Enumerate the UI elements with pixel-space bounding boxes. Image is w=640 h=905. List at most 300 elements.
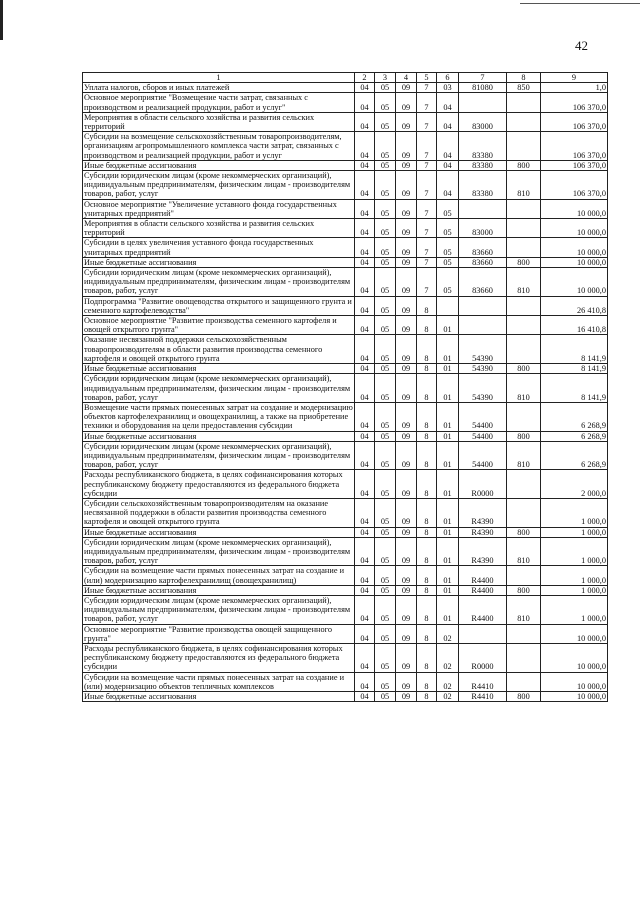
row-code-c7: R4390 [459, 498, 507, 527]
row-code-c5: 8 [417, 296, 437, 315]
row-code-c5: 7 [417, 238, 437, 257]
row-code-c5: 7 [417, 257, 437, 267]
row-code-c5: 7 [417, 93, 437, 112]
row-name: Возмещение части прямых понесенных затрат на создание и модернизацию объектов картофелехранилищ и овощехранилищ, а также на приобретение техники и оборудования на цели предоставления субсидии [84, 402, 353, 431]
row-sum: 10 000,0 [541, 672, 608, 691]
row-code-c4: 09 [396, 402, 417, 431]
row-sum: 8 141,9 [541, 335, 608, 364]
row-code-c4: 09 [396, 585, 417, 595]
row-name: Субсидии юридическим лицам (кроме некоммерческих организаций), индивидуальным предпринимателям, физическим лицам - производителям товаров, работ, услуг [83, 374, 355, 403]
row-code-c7: R4400 [459, 595, 507, 624]
row-code-c3: 05 [375, 83, 396, 93]
row-code-c8: 810 [507, 441, 541, 470]
row-code-c8 [507, 316, 541, 335]
row-code-c4: 09 [396, 219, 417, 238]
row-name: Основное мероприятие "Развитие производства семенного картофеля и овощей открытого грунта" [83, 316, 355, 335]
row-code-c2: 04 [355, 402, 375, 431]
table-row [83, 374, 608, 403]
row-code-c3: 05 [375, 199, 396, 218]
row-sum: 6 268,9 [541, 402, 608, 431]
row-code-c6: 04 [437, 93, 459, 112]
row-code-c3: 05 [375, 470, 396, 499]
table-row [83, 93, 608, 112]
column-header-1: 1 [83, 73, 355, 83]
row-code-c7: R0000 [459, 643, 507, 672]
table-row [83, 257, 608, 267]
row-code-c4: 09 [396, 441, 417, 470]
row-code-c8 [507, 93, 541, 112]
row-code-c2: 04 [355, 566, 375, 585]
row-name: Субсидии на возмещение части прямых понесенных затрат на создание и (или) модернизацию объектов тепличных комплексов [83, 672, 355, 691]
row-code-c2: 04 [355, 595, 375, 624]
row-code-c7: 83000 [459, 112, 507, 131]
row-code-c5: 8 [417, 470, 437, 499]
row-sum: 1 000,0 [541, 566, 608, 585]
row-code-c4: 09 [396, 470, 417, 499]
row-code-c4: 09 [396, 160, 417, 170]
row-code-c7: 81080 [459, 83, 507, 93]
row-sum: 1 000,0 [541, 585, 608, 595]
row-code-c2: 04 [355, 441, 375, 470]
scan-top-line [520, 3, 640, 4]
row-code-c5: 8 [417, 585, 437, 595]
row-name: Основное мероприятие "Возмещение части затрат, связанных с производством и реализацией продукции, работ и услуг" [83, 93, 355, 112]
row-code-c4: 09 [396, 257, 417, 267]
row-code-c5: 8 [417, 431, 437, 441]
row-code-c7 [459, 199, 507, 218]
table-row [83, 537, 608, 566]
row-sum: 1 000,0 [541, 527, 608, 537]
column-header-3: 3 [375, 73, 396, 83]
row-name: Подпрограмма "Развитие овощеводства открытого и защищенного грунта и семенного картофелеводства" [83, 296, 355, 315]
row-code-c8 [507, 199, 541, 218]
row-code-c4: 09 [396, 431, 417, 441]
table-row [83, 402, 608, 431]
row-code-c7: 54400 [459, 431, 507, 441]
row-code-c3: 05 [375, 498, 396, 527]
row-name: Оказание несвязанной поддержки сельскохозяйственным товаропроизводителям в области развития производства семенного картофеля и овощей открытого грунта [83, 335, 355, 364]
row-code-c3: 05 [375, 402, 396, 431]
row-code-c2: 04 [355, 93, 375, 112]
row-code-c3: 05 [375, 566, 396, 585]
column-header-5: 5 [417, 73, 437, 83]
table-row [83, 643, 608, 672]
row-code-c6: 05 [437, 238, 459, 257]
row-name: Иные бюджетные ассигнования [83, 527, 355, 537]
row-name: Субсидии на возмещение части прямых понесенных затрат на создание и (или) модернизацию картофелехранилищ (овощехранилищ) [83, 566, 355, 585]
row-code-c7: R4400 [459, 585, 507, 595]
row-sum: 6 268,9 [541, 431, 608, 441]
row-code-c3: 05 [375, 431, 396, 441]
row-sum: 16 410,8 [541, 316, 608, 335]
row-code-c4: 09 [396, 83, 417, 93]
row-code-c2: 04 [355, 498, 375, 527]
row-code-c6: 01 [437, 585, 459, 595]
row-code-c8 [507, 132, 541, 161]
row-code-c4: 09 [396, 643, 417, 672]
row-code-c4: 09 [396, 624, 417, 643]
row-name: Мероприятия в области сельского хозяйства и развития сельских территорий [83, 219, 355, 238]
row-code-c3: 05 [375, 672, 396, 691]
row-sum: 1,0 [541, 83, 608, 93]
row-code-c7: 54390 [459, 364, 507, 374]
row-code-c5: 8 [417, 364, 437, 374]
row-code-c6: 01 [437, 335, 459, 364]
row-code-c8 [507, 335, 541, 364]
column-header-6: 6 [437, 73, 459, 83]
row-code-c7 [459, 316, 507, 335]
row-code-c3: 05 [375, 537, 396, 566]
row-code-c3: 05 [375, 643, 396, 672]
row-code-c7: R4400 [459, 566, 507, 585]
row-code-c3: 05 [375, 132, 396, 161]
column-header-9: 9 [541, 73, 608, 83]
row-code-c5: 7 [417, 219, 437, 238]
row-code-c2: 04 [355, 132, 375, 161]
table-row [83, 238, 608, 257]
row-name: Иные бюджетные ассигнования [83, 431, 355, 441]
row-code-c7: R4410 [459, 692, 507, 702]
row-code-c5: 7 [417, 132, 437, 161]
row-code-c8: 800 [507, 527, 541, 537]
row-code-c3: 05 [375, 527, 396, 537]
row-code-c5: 8 [417, 498, 437, 527]
row-code-c5: 8 [417, 527, 437, 537]
row-code-c7: 54390 [459, 374, 507, 403]
row-code-c2: 04 [355, 335, 375, 364]
row-sum: 10 000,0 [541, 199, 608, 218]
row-code-c5: 7 [417, 160, 437, 170]
row-code-c8 [507, 402, 541, 431]
row-code-c7: 54390 [459, 335, 507, 364]
row-code-c4: 09 [396, 527, 417, 537]
row-code-c8 [507, 219, 541, 238]
row-code-c6: 04 [437, 112, 459, 131]
row-code-c2: 04 [355, 296, 375, 315]
scan-edge-mark [0, 0, 3, 40]
row-code-c2: 04 [355, 537, 375, 566]
row-code-c4: 09 [396, 537, 417, 566]
row-sum: 10 000,0 [541, 643, 608, 672]
header-row [83, 73, 608, 83]
table-row [83, 527, 608, 537]
row-code-c4: 09 [396, 692, 417, 702]
row-code-c2: 04 [355, 624, 375, 643]
row-sum: 10 000,0 [541, 257, 608, 267]
row-code-c4: 09 [396, 364, 417, 374]
row-code-c3: 05 [375, 296, 396, 315]
row-code-c7: 54400 [459, 441, 507, 470]
row-sum: 10 000,0 [541, 219, 608, 238]
row-sum: 1 000,0 [541, 498, 608, 527]
table-row [83, 296, 608, 315]
row-code-c3: 05 [375, 171, 396, 200]
row-code-c7: 83000 [459, 219, 507, 238]
row-code-c3: 05 [375, 364, 396, 374]
row-code-c6: 01 [437, 498, 459, 527]
row-code-c6: 05 [437, 219, 459, 238]
row-name: Субсидии юридическим лицам (кроме некоммерческих организаций), индивидуальным предпринимателям, физическим лицам - производителям товаров, работ, услуг [83, 537, 355, 566]
row-sum: 8 141,9 [541, 374, 608, 403]
row-code-c2: 04 [355, 112, 375, 131]
budget-table [82, 72, 608, 702]
column-header-4: 4 [396, 73, 417, 83]
row-code-c5: 7 [417, 112, 437, 131]
row-code-c6: 04 [437, 160, 459, 170]
row-code-c7: R0000 [459, 470, 507, 499]
column-header-2: 2 [355, 73, 375, 83]
row-code-c2: 04 [355, 160, 375, 170]
row-code-c4: 09 [396, 296, 417, 315]
table-row [83, 316, 608, 335]
row-code-c5: 8 [417, 402, 437, 431]
row-code-c7 [459, 296, 507, 315]
row-code-c3: 05 [375, 441, 396, 470]
row-code-c2: 04 [355, 268, 375, 297]
row-code-c8: 800 [507, 257, 541, 267]
row-code-c3: 05 [375, 268, 396, 297]
row-code-c8 [507, 498, 541, 527]
row-name: Субсидии в целях увеличения уставного фонда государственных унитарных предприятий [83, 238, 355, 257]
row-code-c4: 09 [396, 566, 417, 585]
row-code-c7: 83380 [459, 132, 507, 161]
row-code-c4: 09 [396, 238, 417, 257]
table-row [83, 566, 608, 585]
row-code-c8: 800 [507, 585, 541, 595]
row-code-c6: 04 [437, 171, 459, 200]
row-code-c8: 810 [507, 374, 541, 403]
row-code-c5: 8 [417, 335, 437, 364]
row-name: Иные бюджетные ассигнования [83, 364, 355, 374]
row-code-c3: 05 [375, 316, 396, 335]
row-code-c8: 800 [507, 431, 541, 441]
row-name: Основное мероприятие "Развитие производства овощей защищенного грунта" [83, 624, 355, 643]
row-code-c6: 01 [437, 402, 459, 431]
row-code-c4: 09 [396, 595, 417, 624]
row-code-c5: 8 [417, 566, 437, 585]
row-code-c3: 05 [375, 93, 396, 112]
table-row [83, 692, 608, 702]
table-row [83, 441, 608, 470]
table-row [83, 624, 608, 643]
row-code-c8 [507, 624, 541, 643]
row-code-c2: 04 [355, 585, 375, 595]
row-code-c6: 01 [437, 431, 459, 441]
row-code-c2: 04 [355, 199, 375, 218]
table-row [83, 132, 608, 161]
row-code-c5: 7 [417, 171, 437, 200]
row-code-c8 [507, 566, 541, 585]
row-code-c6: 01 [437, 470, 459, 499]
row-sum: 10 000,0 [541, 624, 608, 643]
row-code-c4: 09 [396, 132, 417, 161]
row-sum: 26 410,8 [541, 296, 608, 315]
row-code-c8 [507, 643, 541, 672]
row-code-c8 [507, 296, 541, 315]
row-code-c6: 01 [437, 441, 459, 470]
row-code-c7: R4410 [459, 672, 507, 691]
row-name: Субсидии на возмещение сельскохозяйственным товаропроизводителям, организациям агропромышленного комплекса части затрат, связанных с производством и реализацией продукции, работ и услуг [83, 132, 355, 161]
row-sum: 10 000,0 [541, 268, 608, 297]
row-code-c3: 05 [375, 595, 396, 624]
row-code-c4: 09 [396, 374, 417, 403]
row-code-c4: 09 [396, 498, 417, 527]
table-row [83, 498, 608, 527]
row-name: Иные бюджетные ассигнования [83, 160, 355, 170]
row-code-c5: 8 [417, 672, 437, 691]
table-row [83, 335, 608, 364]
table-row [83, 83, 608, 93]
row-code-c2: 04 [355, 171, 375, 200]
row-code-c4: 09 [396, 268, 417, 297]
table-row [83, 470, 608, 499]
row-sum: 106 370,0 [541, 132, 608, 161]
row-code-c5: 8 [417, 537, 437, 566]
row-code-c2: 04 [355, 672, 375, 691]
table-row [83, 585, 608, 595]
column-header-8: 8 [507, 73, 541, 83]
row-code-c8: 810 [507, 268, 541, 297]
row-code-c5: 8 [417, 374, 437, 403]
row-code-c8: 800 [507, 364, 541, 374]
row-sum: 10 000,0 [541, 692, 608, 702]
row-code-c6: 01 [437, 595, 459, 624]
row-code-c4: 09 [396, 112, 417, 131]
row-sum: 6 268,9 [541, 441, 608, 470]
row-code-c7: 83660 [459, 238, 507, 257]
row-code-c5: 8 [417, 692, 437, 702]
row-code-c7 [459, 93, 507, 112]
table-row [83, 268, 608, 297]
row-code-c2: 04 [355, 83, 375, 93]
row-name: Уплата налогов, сборов и иных платежей [83, 83, 355, 93]
row-code-c7: 83380 [459, 171, 507, 200]
row-code-c8: 810 [507, 171, 541, 200]
row-code-c6: 02 [437, 643, 459, 672]
row-code-c3: 05 [375, 219, 396, 238]
row-name: Субсидии юридическим лицам (кроме некоммерческих организаций), индивидуальным предпринимателям, физическим лицам - производителям товаров, работ, услуг [83, 171, 355, 200]
row-code-c8 [507, 238, 541, 257]
row-code-c3: 05 [375, 160, 396, 170]
table-row [83, 672, 608, 691]
row-code-c6: 01 [437, 316, 459, 335]
row-code-c6: 05 [437, 199, 459, 218]
row-code-c8 [507, 112, 541, 131]
row-code-c2: 04 [355, 527, 375, 537]
row-sum: 106 370,0 [541, 171, 608, 200]
table-row [83, 364, 608, 374]
row-name: Субсидии юридическим лицам (кроме некоммерческих организаций), индивидуальным предпринимателям, физическим лицам - производителям товаров, работ, услуг [83, 441, 355, 470]
row-name: Иные бюджетные ассигнования [83, 585, 355, 595]
row-sum: 8 141,9 [541, 364, 608, 374]
row-code-c7: 54400 [459, 402, 507, 431]
table-row [83, 595, 608, 624]
row-code-c6: 01 [437, 364, 459, 374]
table-body [83, 83, 608, 702]
row-code-c4: 09 [396, 335, 417, 364]
row-code-c6: 05 [437, 268, 459, 297]
row-code-c6: 01 [437, 537, 459, 566]
row-code-c4: 09 [396, 171, 417, 200]
row-code-c4: 09 [396, 316, 417, 335]
row-code-c8: 800 [507, 692, 541, 702]
table-row [83, 431, 608, 441]
row-code-c2: 04 [355, 219, 375, 238]
row-code-c8 [507, 672, 541, 691]
row-code-c4: 09 [396, 672, 417, 691]
row-name: Субсидии сельскохозяйственным товаропроизводителям на оказание несвязанной поддержки в области развития производства семенного картофеля и овощей открытого грунта [83, 498, 355, 527]
row-code-c3: 05 [375, 692, 396, 702]
table-row [83, 219, 608, 238]
row-name: Расходы республиканского бюджета, в целях софинансирования которых республиканскому бюджету предоставляются из федерального бюджета субсидии [83, 643, 355, 672]
row-code-c2: 04 [355, 316, 375, 335]
row-name: Мероприятия в области сельского хозяйства и развития сельских территорий [83, 112, 355, 131]
table-row [83, 171, 608, 200]
row-code-c7: 83660 [459, 268, 507, 297]
row-code-c2: 04 [355, 470, 375, 499]
row-name: Субсидии юридическим лицам (кроме некоммерческих организаций), индивидуальным предпринимателям, физическим лицам - производителям товаров, работ, услуг [83, 268, 355, 297]
table-row [83, 160, 608, 170]
row-code-c5: 7 [417, 199, 437, 218]
row-code-c3: 05 [375, 374, 396, 403]
row-code-c7 [459, 624, 507, 643]
row-code-c3: 05 [375, 112, 396, 131]
row-code-c6: 03 [437, 83, 459, 93]
row-sum: 2 000,0 [541, 470, 608, 499]
row-code-c3: 05 [375, 335, 396, 364]
row-name: Основное мероприятие "Увеличение уставного фонда государственных унитарных предприятий" [83, 199, 355, 218]
row-code-c2: 04 [355, 238, 375, 257]
row-code-c8 [507, 470, 541, 499]
row-name: Субсидии юридическим лицам (кроме некоммерческих организаций), индивидуальным предпринимателям, физическим лицам - производителям товаров, работ, услуг [83, 595, 355, 624]
row-sum: 10 000,0 [541, 238, 608, 257]
row-sum: 106 370,0 [541, 160, 608, 170]
row-sum: 106 370,0 [541, 93, 608, 112]
row-code-c5: 8 [417, 595, 437, 624]
row-code-c2: 04 [355, 374, 375, 403]
row-sum: 1 000,0 [541, 595, 608, 624]
row-code-c5: 8 [417, 441, 437, 470]
row-name: Расходы республиканского бюджета, в целях софинансирования которых республиканскому бюджету предоставляются из федерального бюджета субсидии [83, 470, 355, 499]
row-code-c2: 04 [355, 431, 375, 441]
row-code-c2: 04 [355, 643, 375, 672]
row-code-c6: 02 [437, 692, 459, 702]
row-code-c7: R4390 [459, 527, 507, 537]
row-code-c4: 09 [396, 199, 417, 218]
row-code-c6: 01 [437, 527, 459, 537]
row-code-c5: 7 [417, 268, 437, 297]
row-code-c6: 01 [437, 566, 459, 585]
row-code-c5: 7 [417, 83, 437, 93]
row-code-c3: 05 [375, 624, 396, 643]
table-row [83, 199, 608, 218]
row-code-c5: 8 [417, 624, 437, 643]
row-code-c6: 02 [437, 672, 459, 691]
row-name: Иные бюджетные ассигнования [83, 692, 355, 702]
row-code-c6: 04 [437, 132, 459, 161]
row-sum: 1 000,0 [541, 537, 608, 566]
row-code-c7: 83380 [459, 160, 507, 170]
row-code-c4: 09 [396, 93, 417, 112]
row-name: Иные бюджетные ассигнования [83, 257, 355, 267]
row-code-c5: 8 [417, 316, 437, 335]
column-header-7: 7 [459, 73, 507, 83]
row-sum: 106 370,0 [541, 112, 608, 131]
row-code-c8: 810 [507, 595, 541, 624]
row-code-c7: R4390 [459, 537, 507, 566]
row-code-c5: 8 [417, 643, 437, 672]
row-code-c2: 04 [355, 692, 375, 702]
